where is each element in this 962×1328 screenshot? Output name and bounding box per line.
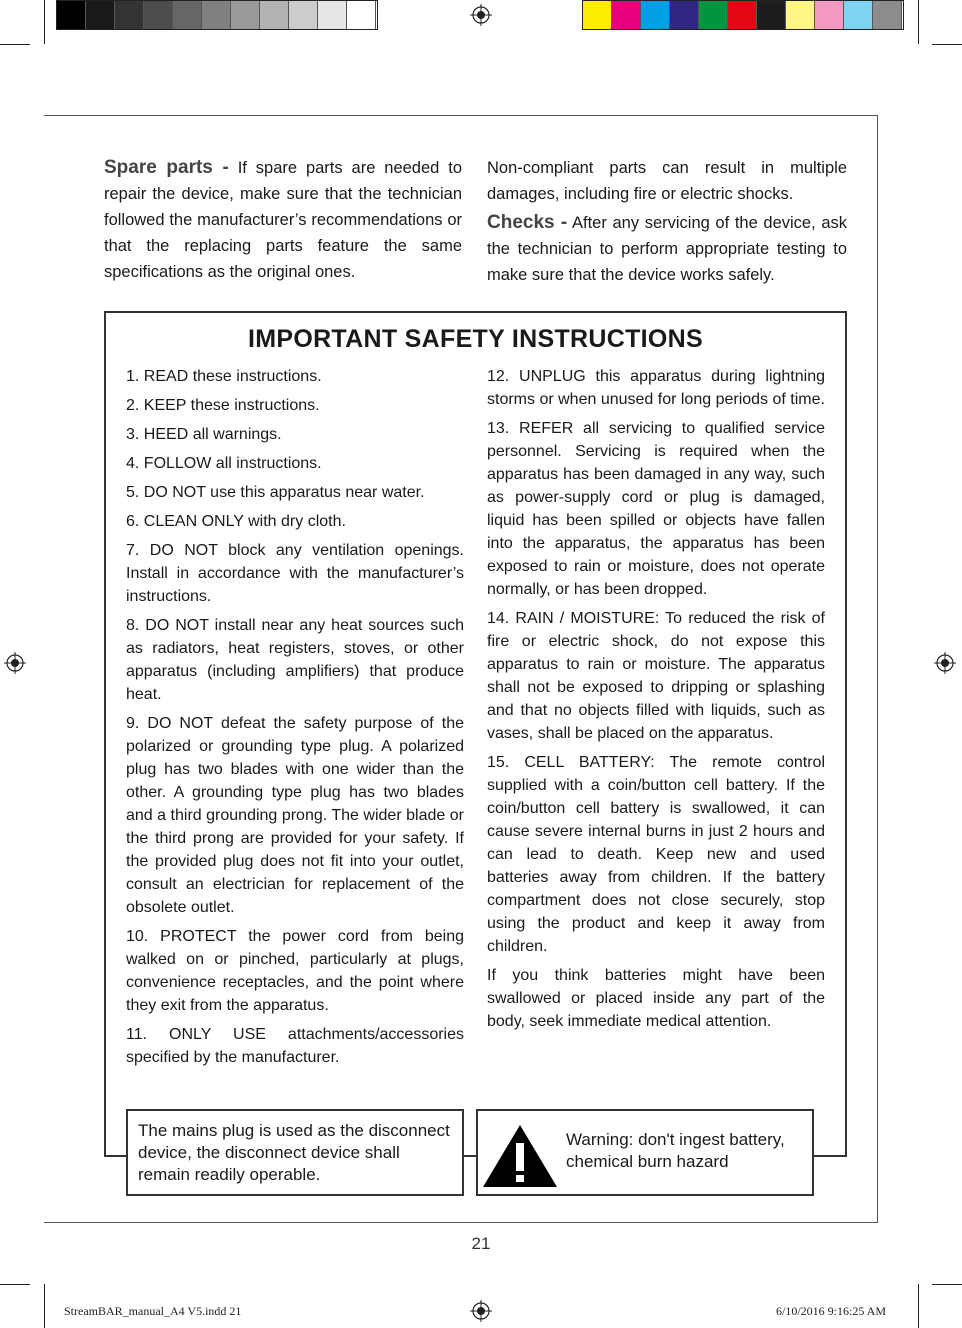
safety-item: 11. ONLY USE attachments/accessories specified by the manufacturer.: [126, 1026, 464, 1066]
color-swatch: [612, 1, 641, 29]
spare-parts-heading: Spare parts -: [104, 157, 229, 178]
crop-mark: [0, 44, 30, 45]
color-swatch: [260, 1, 289, 29]
safety-item: 5. DO NOT use this apparatus near water.: [126, 484, 425, 501]
safety-left-column: [126, 365, 464, 1075]
color-swatch: [641, 1, 670, 29]
color-swatch: [57, 1, 86, 29]
grayscale-bar: [56, 0, 378, 30]
color-swatch: [815, 1, 844, 29]
safety-item: 7. DO NOT block any ventilation openings. Install in accordance with the manufacturer’s instructions.: [126, 542, 464, 605]
safety-item: 6. CLEAN ONLY with dry cloth.: [126, 513, 346, 530]
disconnect-notice-text: The mains plug is used as the disconnect device, the disconnect device shall remain readily operable.: [138, 1121, 450, 1184]
safety-item: 4. FOLLOW all instructions.: [126, 455, 322, 472]
checks-heading: Checks -: [487, 212, 568, 233]
safety-item: 10. PROTECT the power cord from being walked on or pinched, particularly at plugs, convenience receptacles, and the point where they exit from the apparatus.: [126, 928, 464, 1014]
safety-item: 14. RAIN / MOISTURE: To reduced the risk of fire or electric shock, do not expose this apparatus to rain or moisture. The apparatus shall not be exposed to dripping or splashing and that no objects filled with liquids, such as vases, shall be placed on the apparatus.: [487, 610, 825, 742]
color-swatch: [786, 1, 815, 29]
color-swatch: [318, 1, 347, 29]
noncompliant-text: Non-compliant parts can result in multiple damages, including fire or electric shocks.: [487, 159, 847, 203]
checks-text: After any servicing of the device, ask the technician to perform appropriate testing to make sure that the device works safely.: [487, 214, 847, 284]
safety-instructions-box: [104, 311, 847, 1157]
safety-item: 8. DO NOT install near any heat sources such as radiators, heat registers, stoves, or other apparatus (including amplifiers) that produce heat.: [126, 617, 464, 703]
color-swatch: [231, 1, 260, 29]
crop-mark: [44, 1284, 45, 1328]
safety-item: 12. UNPLUG this apparatus during lightning storms or when unused for long periods of time.: [487, 368, 825, 408]
registration-mark-icon: [934, 652, 956, 674]
safety-item: 2. KEEP these instructions.: [126, 397, 320, 414]
battery-warning-text: Warning: don't ingest battery, chemical burn hazard: [566, 1130, 785, 1171]
color-swatch: [728, 1, 757, 29]
registration-mark-icon: [4, 652, 26, 674]
noncompliant-paragraph: [487, 155, 847, 207]
safety-right-column: [487, 365, 825, 1039]
crop-mark: [918, 0, 919, 44]
page-frame-right: [877, 115, 878, 1223]
crop-mark: [932, 1284, 962, 1285]
checks-paragraph: [487, 210, 847, 288]
color-bar: [582, 0, 904, 30]
safety-title: IMPORTANT SAFETY INSTRUCTIONS: [247, 325, 703, 353]
safety-item: If you think batteries might have been swallowed or placed inside any part of the body, seek immediate medical attention.: [487, 967, 825, 1030]
crop-mark: [932, 44, 962, 45]
page-frame-top: [44, 115, 878, 116]
color-swatch: [202, 1, 231, 29]
color-swatch: [115, 1, 144, 29]
color-swatch: [173, 1, 202, 29]
slug-date: 6/10/2016 9:16:25 AM: [776, 1304, 887, 1318]
color-swatch: [347, 1, 376, 29]
registration-mark-icon: [470, 1300, 492, 1322]
color-swatch: [670, 1, 699, 29]
safety-item: 9. DO NOT defeat the safety purpose of the polarized or grounding type plug. A polarized plug has two blades with one wider than the other. A grounding type plug has two blades and a third grounding prong. The wider blade or the third prong are provided for your safety. If the provided plug does not fit into your outlet, consult an electrician for replacement of the obsolete outlet.: [126, 715, 464, 916]
slug-filename: StreamBAR_manual_A4 V5.indd 21: [64, 1304, 242, 1318]
color-swatch: [86, 1, 115, 29]
safety-item: 1. READ these instructions.: [126, 368, 322, 385]
registration-mark-icon: [470, 4, 492, 26]
safety-item: 13. REFER all servicing to qualified service personnel. Servicing is required when the apparatus has been damaged in any way, such as power-supply cord or plug is damaged, liquid has been spilled or objects have fallen into the apparatus, the apparatus has been exposed to rain or moisture, does not operate normally, or has been dropped.: [487, 420, 825, 598]
spare-parts-paragraph: [104, 155, 462, 285]
safety-item: 3. HEED all warnings.: [126, 426, 282, 443]
page-frame-bottom: [44, 1222, 878, 1223]
crop-mark: [44, 0, 45, 44]
color-swatch: [844, 1, 873, 29]
spare-parts-text: If spare parts are needed to repair the device, make sure that the technician followed the manufacturer’s recommendations or that the replacing parts feature the same specifications as the original ones.: [104, 159, 462, 281]
crop-mark: [918, 1284, 919, 1328]
color-swatch: [289, 1, 318, 29]
battery-warning-notice: [476, 1109, 814, 1196]
color-swatch: [873, 1, 902, 29]
crop-mark: [0, 1284, 30, 1285]
color-swatch: [757, 1, 786, 29]
color-swatch: [699, 1, 728, 29]
page-number: 21: [471, 1234, 491, 1253]
disconnect-notice: [126, 1109, 464, 1196]
color-swatch: [144, 1, 173, 29]
safety-item: 15. CELL BATTERY: The remote control supplied with a coin/button cell battery. If the coin/button cell battery is swallowed, it can cause severe internal burns in just 2 hours and can lead to death. Keep new and used batteries away from children. If the battery compartment does not close securely, stop using the product and keep it away from children.: [487, 754, 825, 955]
color-swatch: [583, 1, 612, 29]
warning-triangle-icon: [481, 1123, 559, 1189]
